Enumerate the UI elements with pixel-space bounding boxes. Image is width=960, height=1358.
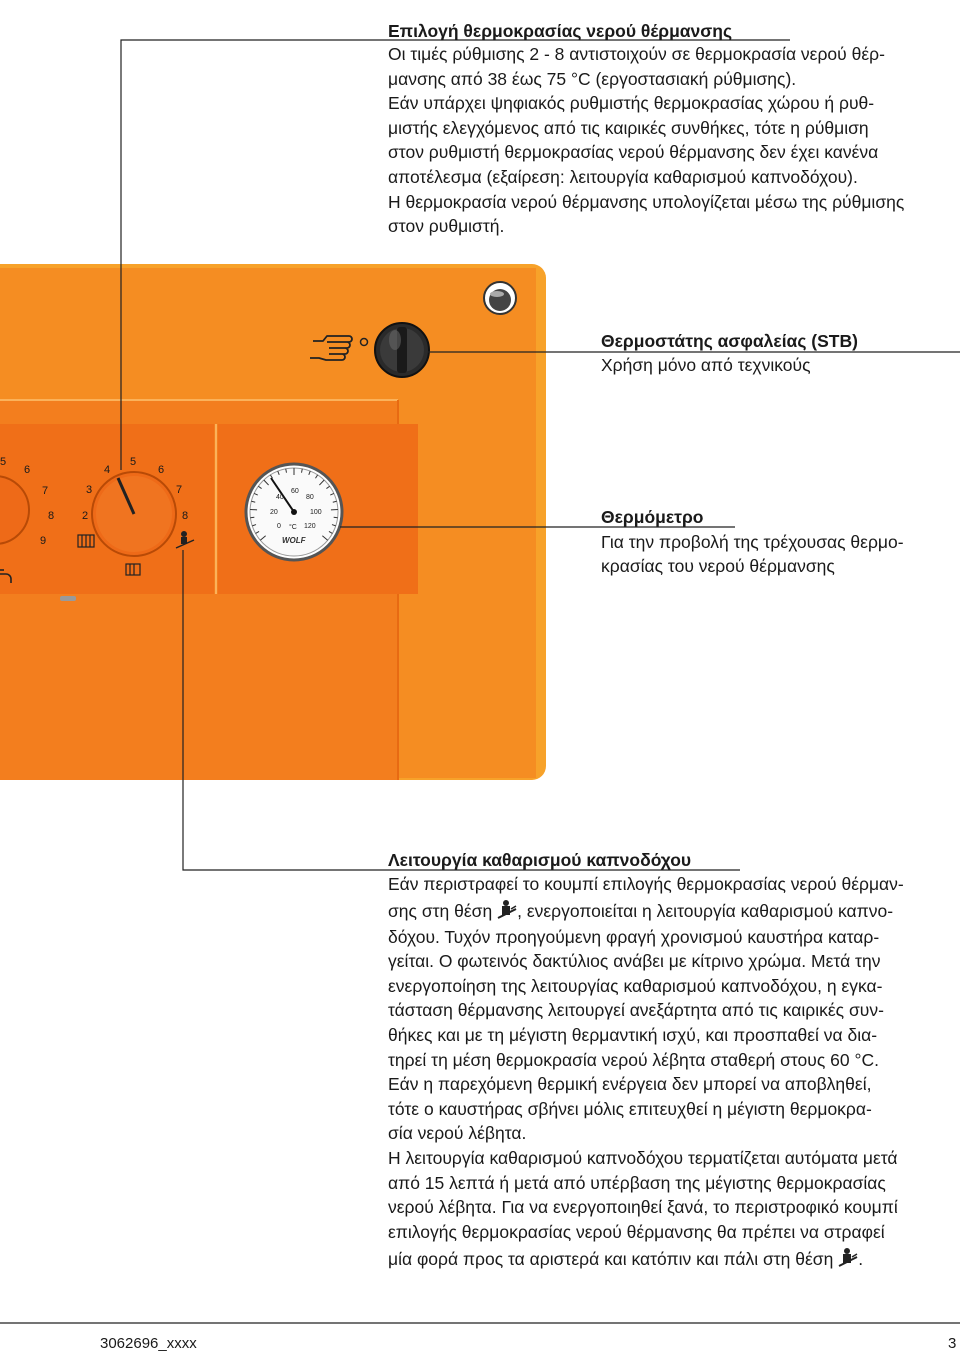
heating-selection-title: Επιλογή θερμοκρασίας νερού θέρμανσης — [388, 21, 733, 41]
gauge-tick-label: 40 — [276, 494, 284, 501]
knob-tick-label: 6 — [158, 464, 165, 476]
text-line: θήκες και με τη μέγιστη θερμαντική ισχύ, και προσπαθεί να δια- — [388, 1024, 878, 1045]
knob-tick-label: 3 — [86, 484, 93, 496]
chimney-sweep-icon — [838, 1247, 858, 1267]
text-line: ενεργοποίηση της λειτουργίας καθαρισμού καπνοδόχου, η εγκα- — [388, 975, 883, 996]
heating-temperature-knob — [92, 472, 176, 556]
text-line: γείται. Ο φωτεινός δακτύλιος ανάβει με κίτρινο χρώμα. Μετά την — [388, 951, 881, 972]
text-line: τότε ο καυστήρας σβήνει μόλις επιτευχθεί η μέγιστη θερμοκρα- — [388, 1098, 872, 1119]
gauge-tick-label: 120 — [304, 523, 316, 530]
text-line: μιστής ελεγχόμενος από τις καιρικές συνθήκες, τότε η ρύθμιση — [388, 117, 869, 138]
document-number: 3062696_xxxx — [100, 1335, 197, 1352]
text-line: μία φορά προς τα αριστερά και κατόπιν και πάλι στη θέση . — [388, 1249, 864, 1270]
gauge-tick-label: 20 — [270, 509, 278, 516]
stb-text: Χρήση μόνο από τεχνικούς — [601, 355, 811, 375]
thermometer-title: Θερμόμετρο — [601, 507, 704, 527]
text-line: στον ρυθμιστή. — [388, 216, 505, 237]
thermometer-text-1: Για την προβολή της τρέχουσας θερμο- — [601, 532, 904, 552]
text-line: νερού λέβητα. Για να ενεργοποιηθεί ξανά, το περιστροφικό κουμπί — [388, 1197, 898, 1218]
thermometer-gauge — [246, 464, 342, 560]
text-line: Η λειτουργία καθαρισμού καπνοδόχου τερματίζεται αυτόματα μετά — [388, 1147, 898, 1168]
stb-title: Θερμοστάτης ασφαλείας (STB) — [601, 331, 858, 351]
text-line: μανσης από 38 έως 75 °C (εργοστασιακή ρύθμισης). — [388, 68, 797, 89]
text-line: σης στη θέση , ενεργοποιείται η λειτουργία καθαρισμού καπνο- — [388, 900, 894, 921]
knob-tick-label: 8 — [182, 510, 189, 522]
gauge-unit: °C — [289, 524, 297, 531]
chimney-sweep-title: Λειτουργία καθαρισμού καπνοδόχου — [388, 850, 692, 870]
text-line: Η θερμοκρασία νερού θέρμανσης υπολογίζεται μέσω της ρύθμισης — [388, 191, 905, 212]
chimney-sweep-icon — [497, 900, 517, 920]
knob-tick-label: 6 — [24, 464, 31, 476]
gauge-tick-mark — [250, 517, 254, 518]
text-line: τάσταση θέρμανσης λειτουργεί ανεξάρτητα από τις καιρικές συν- — [388, 1000, 884, 1021]
knob-tick-label: 7 — [42, 485, 49, 497]
status-led — [60, 596, 76, 601]
knob-tick-label: 2 — [82, 510, 89, 522]
gauge-tick-mark — [334, 517, 338, 518]
knob-tick-label: 5 — [0, 456, 7, 468]
thermometer-text-2: κρασίας του νερού θέρμανσης — [601, 556, 835, 576]
gauge-tick-label: 80 — [306, 494, 314, 501]
text-line: τηρεί τη μέση θερμοκρασία νερού λέβητα σταθερή στους 60 °C. — [388, 1049, 879, 1070]
knob-tick-label: 7 — [176, 484, 183, 496]
text-line: αποτέλεσμα (εξαίρεση: λειτουργία καθαρισμού καπνοδόχου). — [388, 166, 858, 187]
text-line: από 15 λεπτά ή μετά από υπέρβαση της μέγιστης θερμοκρασίας — [388, 1172, 886, 1193]
reset-button — [484, 282, 516, 314]
heating-selection-text — [388, 42, 960, 239]
gauge-brand-logo: WOLF — [282, 536, 306, 545]
gauge-tick-label: 100 — [310, 509, 322, 516]
text-line: Οι τιμές ρύθμισης 2 - 8 αντιστοιχούν σε θερμοκρασία νερού θέρ- — [388, 44, 885, 64]
text-line: Εάν περιστραφεί το κουμπί επιλογής θερμοκρασίας νερού θέρμαν- — [388, 874, 904, 894]
gauge-tick-label: 60 — [291, 488, 299, 495]
text-line: σία νερού λέβητα. — [388, 1123, 527, 1144]
text-line: Εάν η παρεχόμενη θερμική ενέργεια δεν μπορεί να αποβληθεί, — [388, 1074, 872, 1095]
knob-tick-label: 9 — [40, 535, 47, 547]
text-line: δόχου. Τυχόν προηγούμενη φραγή χρονισμού καυστήρα καταρ- — [388, 926, 880, 947]
stb-knob — [375, 323, 429, 377]
knob-tick-label: 4 — [104, 464, 111, 476]
text-line: Εάν υπάρχει ψηφιακός ρυθμιστής θερμοκρασίας χώρου ή ρυθ- — [388, 93, 875, 114]
text-line: στον ρυθμιστή θερμοκρασίας νερού θέρμανσης δεν έχει κανένα — [388, 142, 879, 163]
knob-tick-label: 5 — [130, 456, 137, 468]
text-line: επιλογής θερμοκρασίας νερού θέρμανσης θα πρέπει να στραφεί — [388, 1221, 885, 1242]
gauge-tick-label: 0 — [277, 523, 281, 530]
knob-tick-label: 8 — [48, 510, 55, 522]
chimney-sweep-text — [388, 872, 960, 1274]
page-number: 3 — [948, 1335, 957, 1352]
